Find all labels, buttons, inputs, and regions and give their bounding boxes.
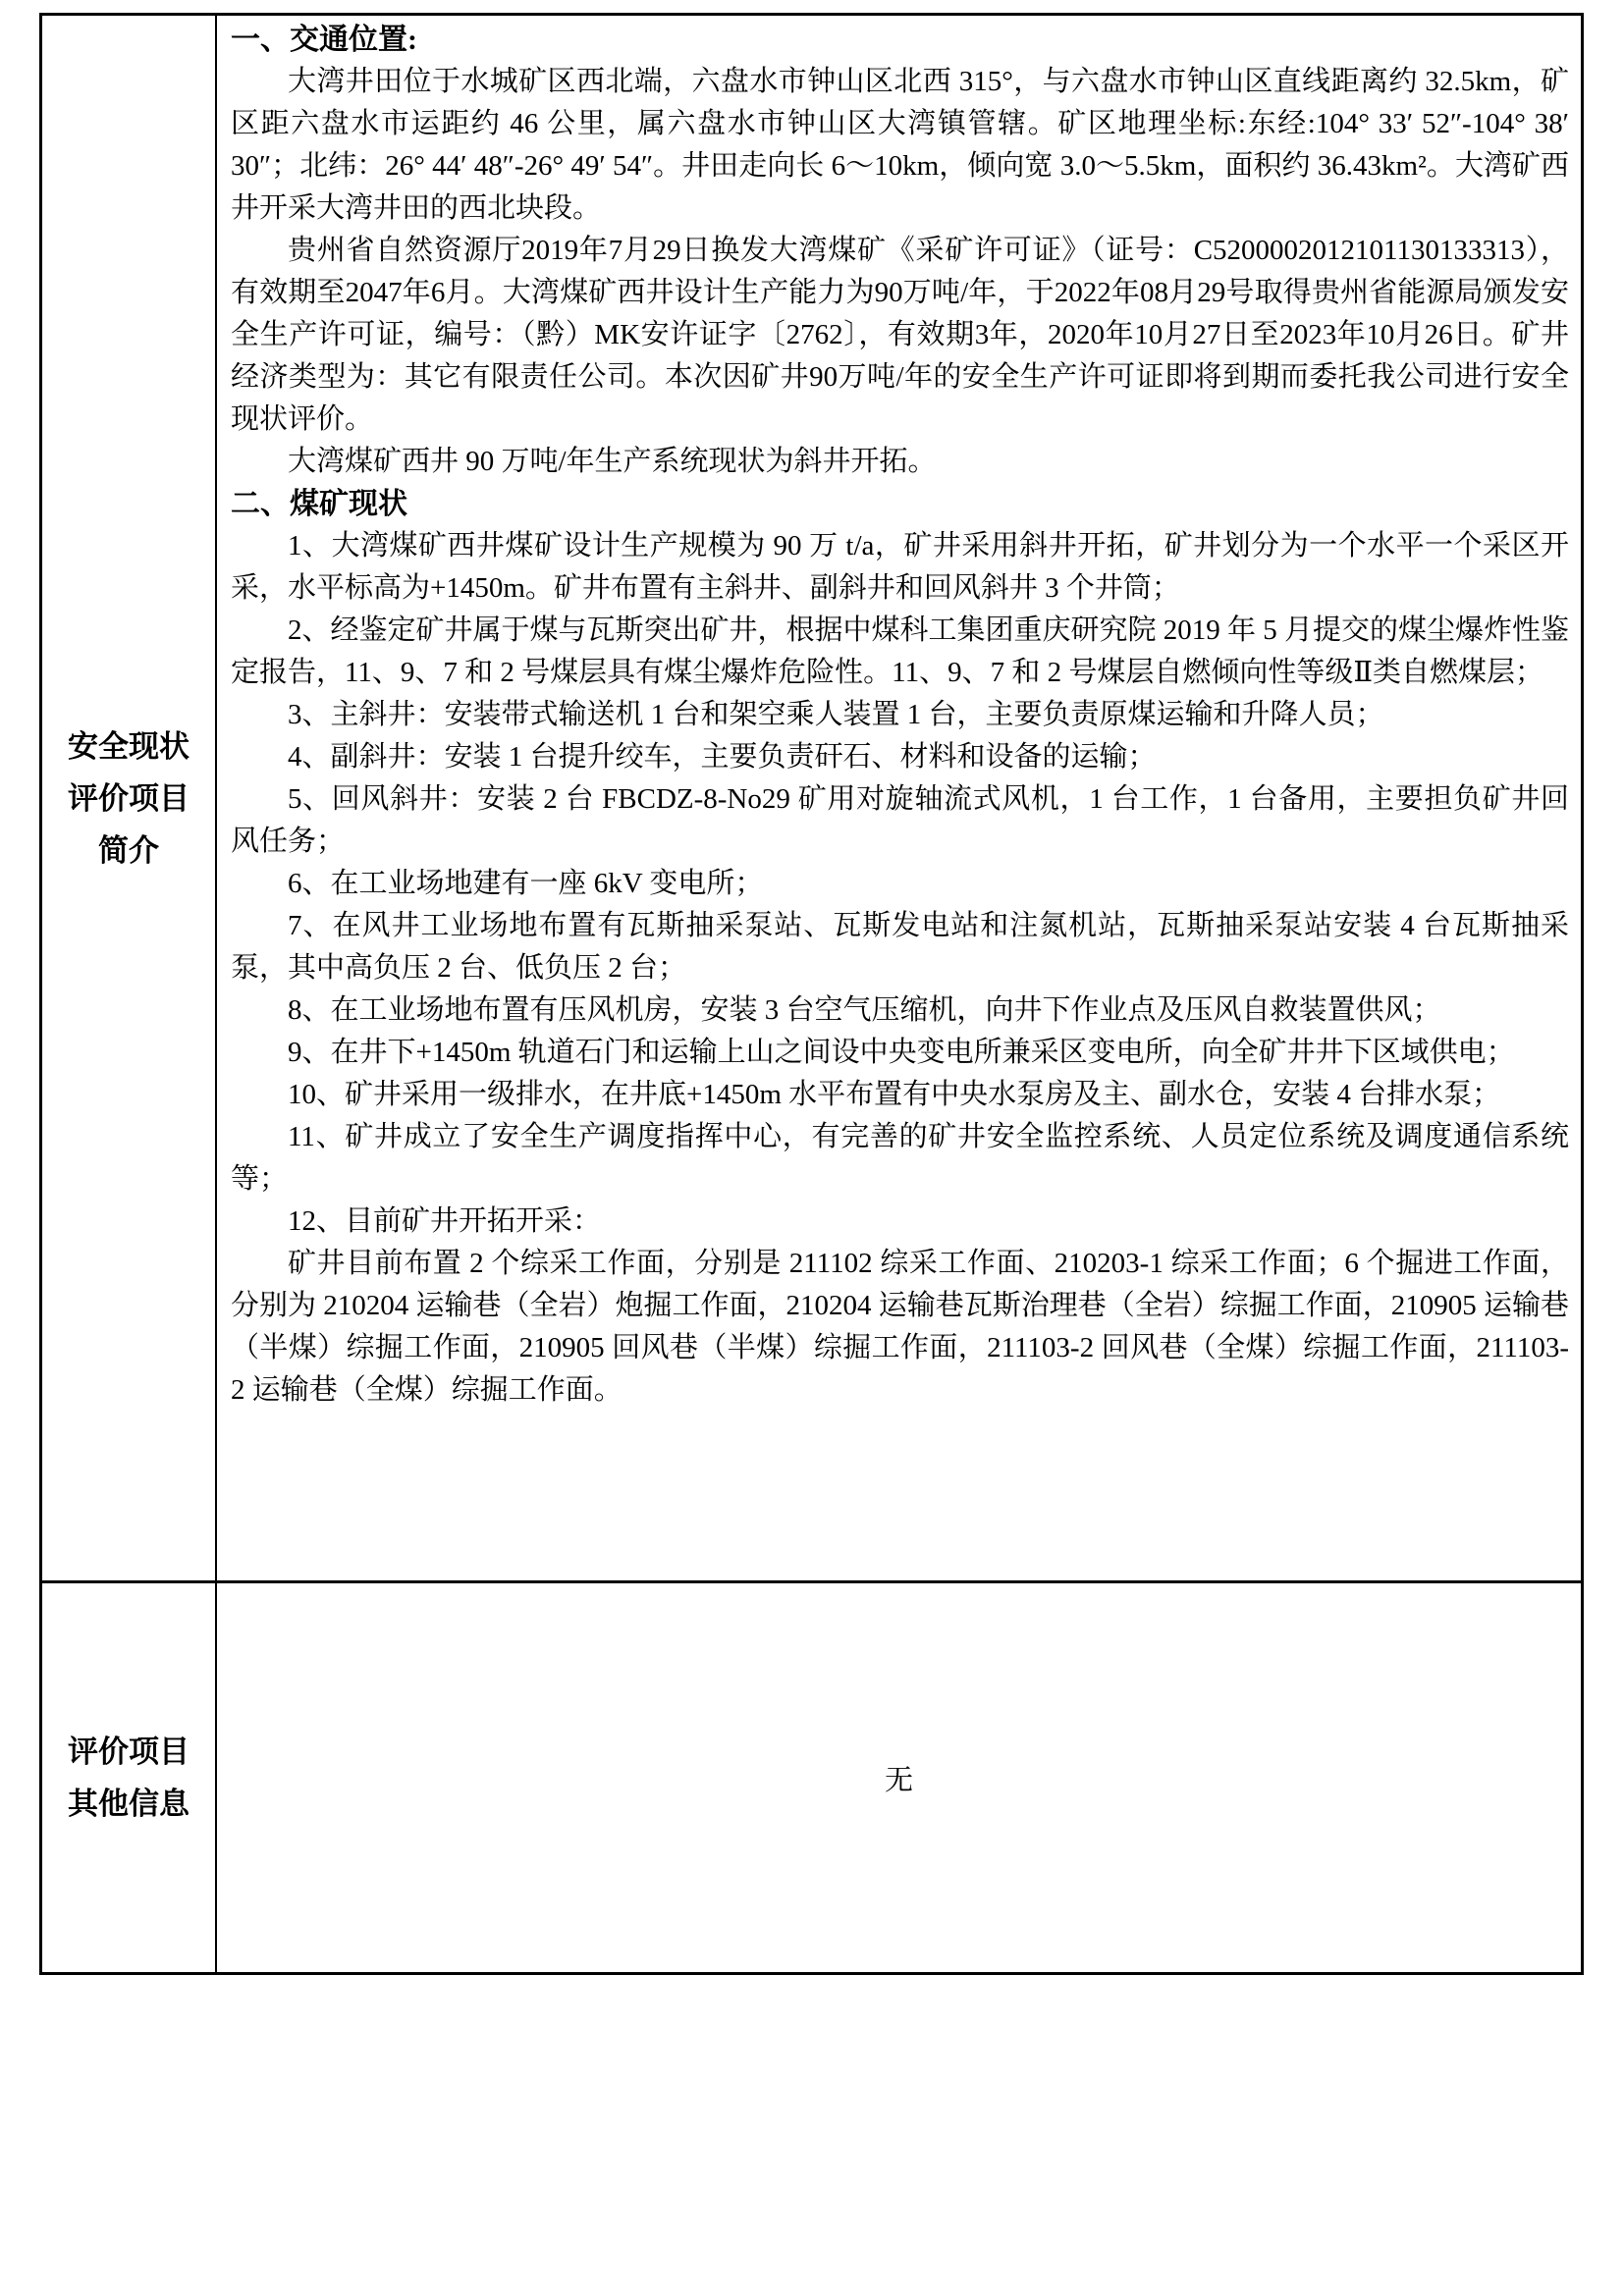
section-heading-traffic-location: 一、交通位置:: [231, 24, 417, 56]
body-paragraph: 矿井目前布置 2 个综采工作面，分别是 211102 综采工作面、210203-1 综采工作面；6 个掘进工作面，分别为 210204 运输巷（全岩）炮掘工作面，210204 运输巷瓦斯治理巷（全岩）综掘工作面，210905 运输巷（半煤）综掘工作面，210905 回风巷（半煤）综掘工作面，211103-2 回风巷（全煤）综掘工作面，211103-2 运输巷（全煤）综掘工作面。: [231, 1248, 1570, 1406]
safety-review-intro-cell: [217, 16, 1581, 1583]
list-item-paragraph: 12、目前矿井开拓开采：: [288, 1205, 602, 1237]
body-paragraph: 大湾煤矿西井 90 万吨/年生产系统现状为斜井开拓。: [288, 446, 937, 477]
body-paragraph: 大湾井田位于水城矿区西北端，六盘水市钟山区北西 315°，与六盘水市钟山区直线距离约 32.5km，矿区距六盘水市运距约 46 公里，属六盘水市钟山区大湾镇管辖。矿区地理坐标:东经:104° 33′ 52″-104° 38′ 30″；北纬：26° 44′ 48″-26° 49′ 54″。井田走向长 6～10km，倾向宽 3.0～5.5km，面积约 36.43km²。大湾矿西井开采大湾井田的西北块段。: [231, 66, 1569, 224]
other-info-value: 无: [884, 1764, 913, 1796]
row-label-line: 简介: [98, 832, 159, 868]
list-item-paragraph: 11、矿井成立了安全生产调度指挥中心，有完善的矿井安全监控系统、人员定位系统及调度通信系统等；: [231, 1121, 1569, 1195]
row-label-line: 评价项目: [68, 1735, 189, 1769]
list-item-paragraph: 7、在风井工业场地布置有瓦斯抽采泵站、瓦斯发电站和注氮机站，瓦斯抽采泵站安装 4 台瓦斯抽采泵，其中高负压 2 台、低负压 2 台；: [231, 910, 1569, 984]
list-item-paragraph: 8、在工业场地布置有压风机房，安装 3 台空气压缩机，向井下作业点及压风自救装置供风；: [288, 994, 1441, 1026]
row-label-other-info: [42, 1583, 217, 1972]
list-item-paragraph: 9、在井下+1450m 轨道石门和运输上山之间设中央变电所兼采区变电所，向全矿井井下区域供电；: [288, 1037, 1515, 1068]
list-item-paragraph: 3、主斜井：安装带式输送机 1 台和架空乘人装置 1 台，主要负责原煤运输和升降人员；: [288, 699, 1384, 730]
evaluation-info-table: [39, 13, 1584, 1975]
list-item-paragraph: 2、经鉴定矿井属于煤与瓦斯突出矿井，根据中煤科工集团重庆研究院 2019 年 5 月提交的煤尘爆炸性鉴定报告，11、9、7 和 2 号煤层具有煤尘爆炸危险性。11、9、7 和 2 号煤层自燃倾向性等级Ⅱ类自燃煤层；: [231, 614, 1570, 688]
list-item-paragraph: 4、副斜井：安装 1 台提升绞车，主要负责矸石、材料和设备的运输；: [288, 741, 1157, 773]
section-heading-mine-status: 二、煤矿现状: [231, 488, 407, 520]
list-item-paragraph: 5、回风斜井：安装 2 台 FBCDZ-8-No29 矿用对旋轴流式风机，1 台工作，1 台备用，主要担负矿井回风任务；: [231, 783, 1569, 857]
row-label-safety-review-intro: [42, 16, 217, 1583]
row-label-line: 评价项目: [68, 780, 189, 816]
list-item-paragraph: 1、大湾煤矿西井煤矿设计生产规模为 90 万 t/a，矿井采用斜井开拓，矿井划分为一个水平一个采区开采，水平标高为+1450m。矿井布置有主斜井、副斜井和回风斜井 3 个井筒；: [231, 530, 1569, 604]
row-label-line: 安全现状: [68, 728, 189, 764]
list-item-paragraph: 10、矿井采用一级排水，在井底+1450m 水平布置有中央水泵房及主、副水仓，安装 4 台排水泵；: [288, 1079, 1501, 1110]
list-item-paragraph: 6、在工业场地建有一座 6kV 变电所；: [288, 868, 764, 899]
other-info-cell: [217, 1583, 1581, 1972]
row-label-line: 其他信息: [68, 1787, 189, 1821]
body-paragraph: 贵州省自然资源厅2019年7月29日换发大湾煤矿《采矿许可证》（证号：C5200002012101130133313），有效期至2047年6月。大湾煤矿西井设计生产能力为90万吨/年，于2022年08月29号取得贵州省能源局颁发安全生产许可证，编号：（黔）MK安许证字〔2762〕，有效期3年，2020年10月27日至2023年10月26日。矿井经济类型为：其它有限责任公司。本次因矿井90万吨/年的安全生产许可证即将到期而委托我公司进行安全现状评价。: [231, 235, 1569, 435]
